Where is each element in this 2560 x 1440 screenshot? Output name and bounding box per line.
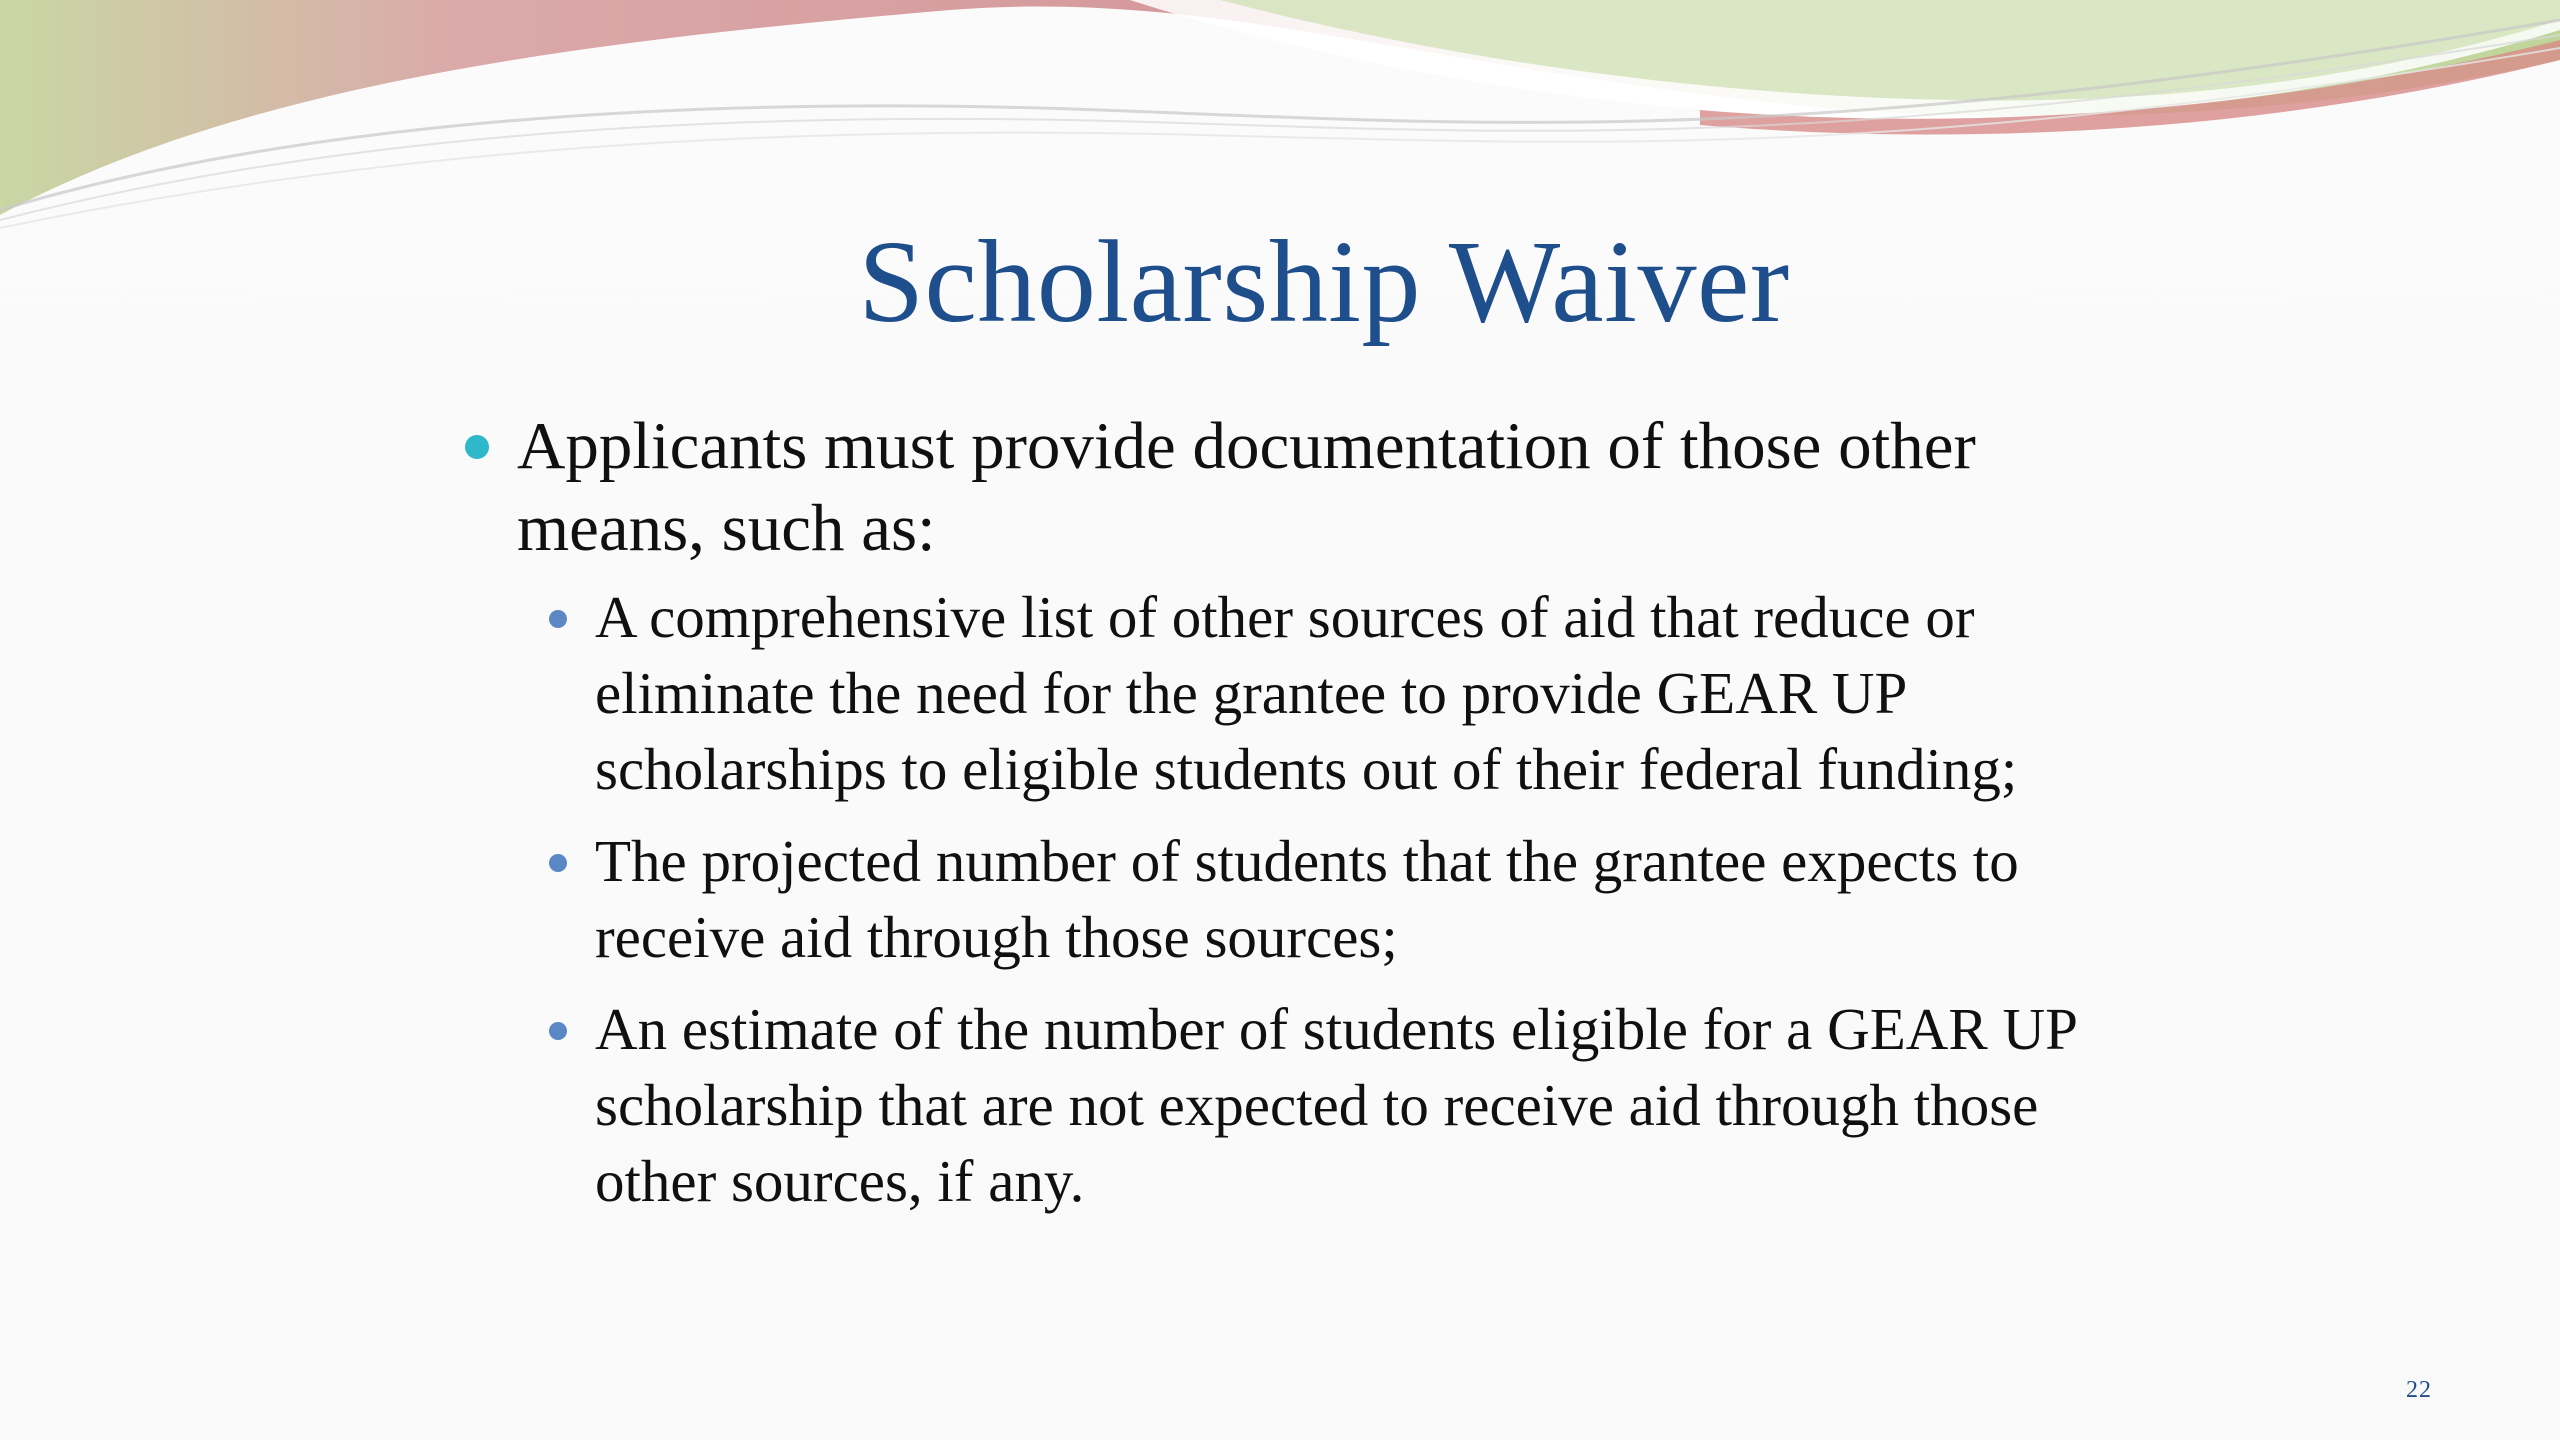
slide-body	[455, 405, 2155, 1235]
slide-title: Scholarship Waiver	[858, 216, 1790, 347]
sub-bullet-item	[455, 823, 2155, 975]
sub-bullet-item	[455, 991, 2155, 1219]
sub-bullet-dot-icon	[549, 854, 567, 872]
sub-bullet-dot-icon	[549, 1022, 567, 1040]
bullet-item-level1	[455, 405, 2155, 569]
bullet-text: Applicants must provide documentation of those other means, such as:	[517, 409, 1976, 565]
sub-bullet-text: An estimate of the number of students eligible for a GEAR UP scholarship that are not expected to receive aid through those other sources, if any.	[595, 996, 2076, 1214]
bullet-dot-icon	[465, 435, 489, 459]
sub-bullet-list	[455, 579, 2155, 1219]
sub-bullet-dot-icon	[549, 610, 567, 628]
sub-bullet-item	[455, 579, 2155, 807]
sub-bullet-text: The projected number of students that the grantee expects to receive aid through those sources;	[595, 828, 2019, 970]
sub-bullet-text: A comprehensive list of other sources of aid that reduce or eliminate the need for the grantee to provide GEAR UP scholarships to eligible students out of their federal funding;	[595, 584, 2018, 802]
page-number: 22	[2406, 1377, 2432, 1403]
